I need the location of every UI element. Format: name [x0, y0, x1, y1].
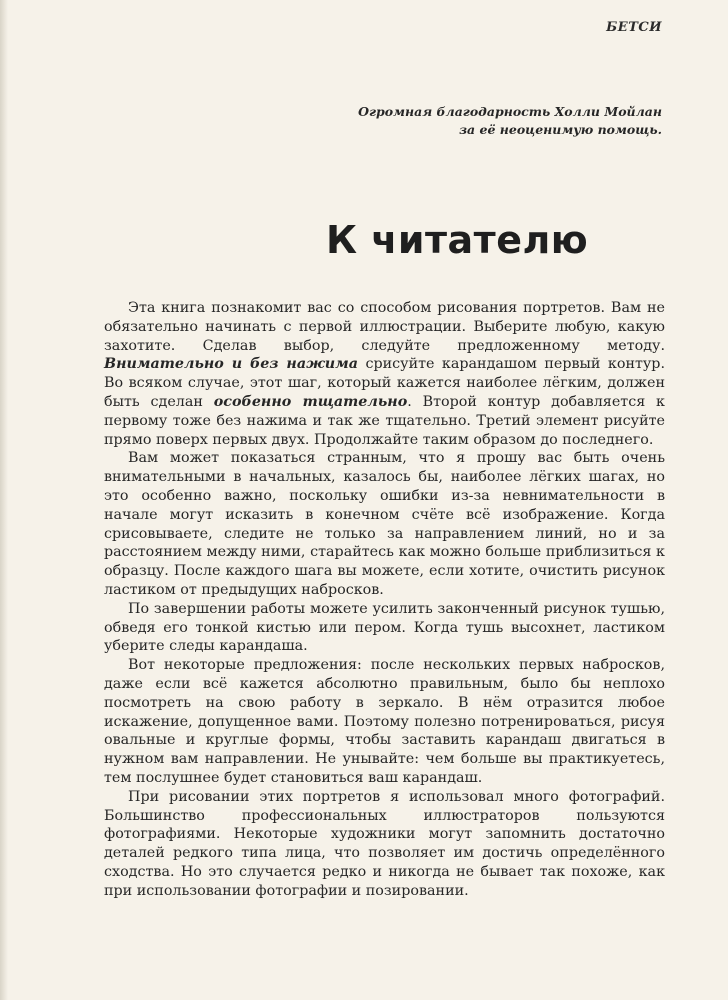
paragraph-1	[104, 299, 665, 449]
body-text	[104, 299, 665, 901]
paragraph-1-part-3: . Второй контур добавляется к первому тоже без нажима и так же тщательно. Третий элемент рисуйте прямо поверх первых двух. Продолжайте таким образом до последнего.	[104, 393, 665, 448]
paragraph-4: Вот некоторые предложения: после нескольких первых набросков, даже если всё кажется абсолютно правильным, было бы неплохо посмотреть на свою работу в зеркало. В нём отразится любое искажение, допущенное вами. Поэтому полезно потренироваться, рисуя овальные и круглые формы, чтобы заставить карандаш двигаться в нужном вам направлении. Не унывайте: чем больше вы практикуетесь, тем послушнее будет становиться ваш карандаш.	[104, 657, 665, 786]
paragraph-1-part-2: срисуйте карандашом первый контур. Во всяком случае, этот шаг, который кажется наиболее лёгким, должен быть сделан	[104, 356, 665, 410]
chapter-title: К читателю	[326, 218, 589, 262]
paragraph-5: При рисовании этих портретов я использовал много фотографий. Большинство профессиональных иллюстраторов пользуются фотографиями. Некоторые художники могут запомнить достаточно деталей редкого типа лица, что позволяет им достичь определённого сходства. Но это случается редко и никогда не бывает так похоже, как при использовании фотографии и позировании.	[104, 788, 665, 899]
acknowledgement-line-1: Огромная благодарность Холли Мойлан	[358, 104, 662, 119]
running-title: БЕТСИ	[606, 20, 662, 35]
paragraph-1-emphasis-1: Внимательно и без нажима	[104, 356, 359, 373]
page-edge-shadow	[0, 0, 8, 1000]
acknowledgement	[322, 103, 662, 139]
paragraph-1-emphasis-2: особенно тщательно	[213, 393, 408, 410]
paragraph-3: По завершении работы можете усилить законченный рисунок тушью, обведя его тонкой кистью или пером. Когда тушь высохнет, ластиком уберите следы карандаша.	[104, 600, 665, 655]
paragraph-2: Вам может показаться странным, что я прошу вас быть очень внимательными в начальных, казалось бы, наиболее лёгких шагах, но это особенно важно, поскольку ошибки из-за невнимательности в начале могут исказить в конечном счёте всё изображение. Когда срисовываете, следите не только за направлением линий, но и за расстоянием между ними, старайтесь как можно больше приблизиться к образцу. После каждого шага вы можете, если хотите, очистить рисунок ластиком от предыдущих набросков.	[104, 450, 665, 598]
paragraph-1-part-1: Эта книга познакомит вас со способом рисования портретов. Вам не обязательно начинать с первой иллюстрации. Выберите любую, какую захотите. Сделав выбор, следуйте предложенному методу.	[104, 300, 665, 354]
acknowledgement-line-2: за её неоценимую помощь.	[459, 122, 662, 137]
